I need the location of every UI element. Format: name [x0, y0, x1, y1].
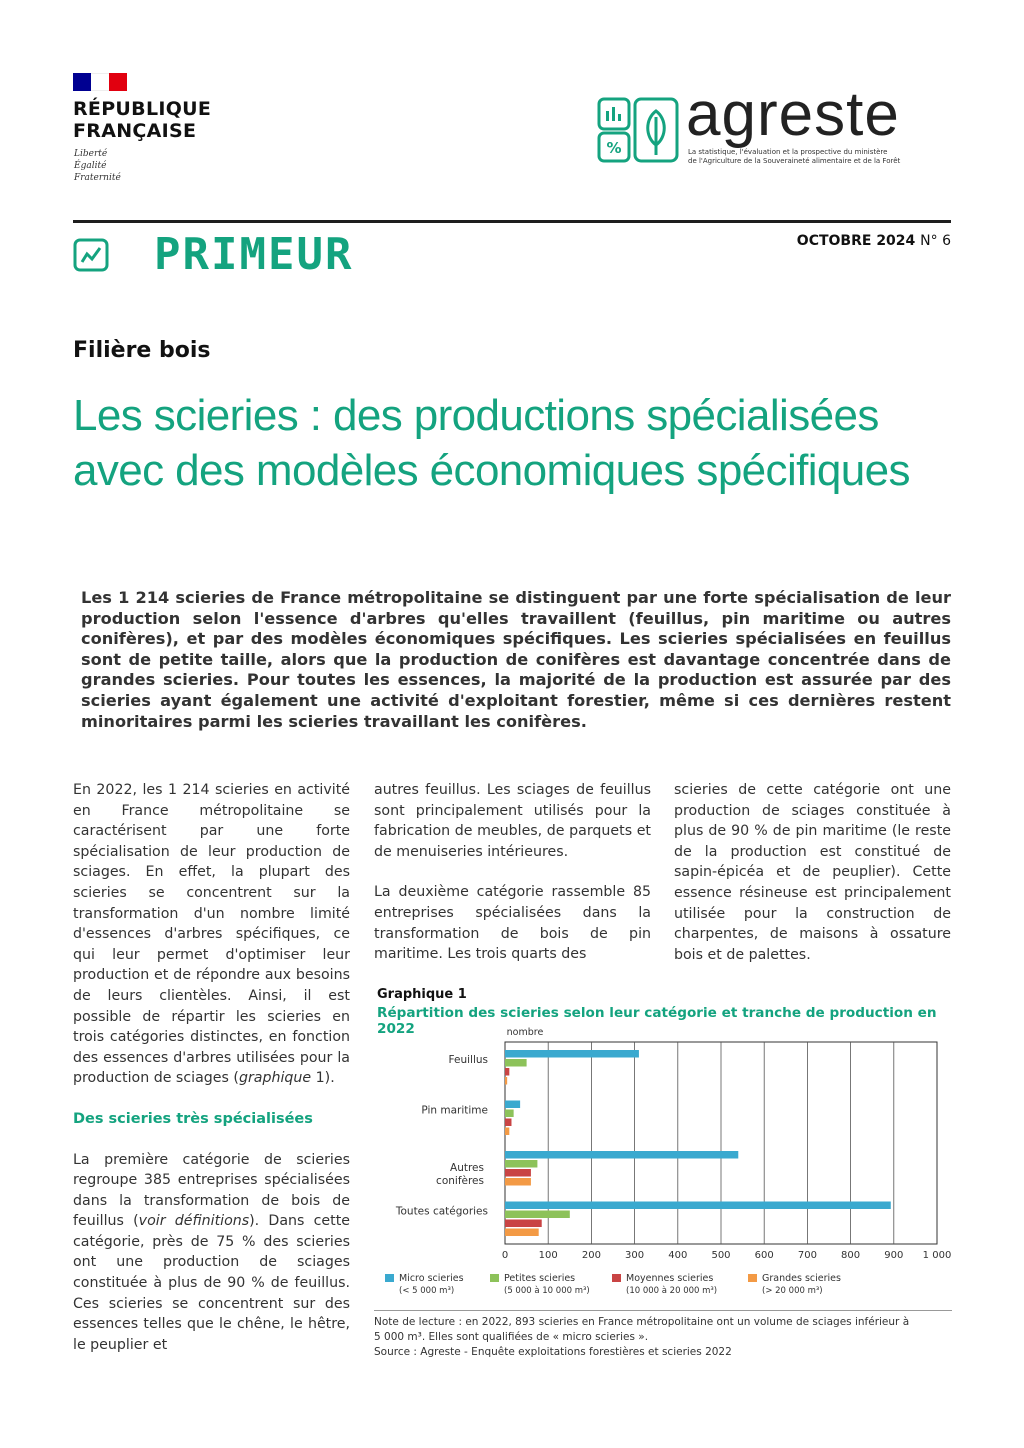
category-label: Pin maritime [421, 1104, 488, 1117]
bar [505, 1178, 531, 1186]
x-tick-label: 400 [668, 1250, 688, 1261]
col2-paragraph-1: autres feuillus. Les sciages de feuillus sont principalement utilisés pour la fabrication de meubles, de parquets et de menuiseries intérieures. [374, 782, 651, 860]
legend-swatch [612, 1274, 621, 1282]
agreste-subtitle-line1: La statistique, l'évaluation et la prospective du ministère [688, 148, 888, 156]
flag-red [109, 73, 127, 91]
col1-p1-text: En 2022, les 1 214 scieries en activité en France métropolitaine se caractérisent par une forte spécialisation de leur production de sciages. En effet, la plupart des scieries se concentrent sur la transformation d'un nombre limité d'essences d'arbres spécifiques, ce qui leur permet d'optimiser leur production et de répondre aux besoins de leurs clientèles. Ainsi, il est possible de répartir les scieries en trois catégories distinctes, en fonction des essences d'arbres utilisées pour la production de sciages ( [73, 782, 350, 1087]
column-2 [374, 780, 651, 985]
bar [505, 1050, 639, 1058]
republic-motto [74, 148, 121, 184]
category-label: Toutes catégories [395, 1205, 488, 1218]
col1-p2-text: La première catégorie de scieries regroupe 385 entreprises spécialisées dans la transformation de bois de feuillus ( [73, 1151, 350, 1230]
bar [505, 1202, 891, 1210]
note-line2: 5 000 m³. Elles sont qualifiées de « micro scieries ». [374, 1331, 649, 1343]
bar [505, 1077, 507, 1085]
legend-label: Moyennes scieries [626, 1273, 714, 1284]
series-title: PRIMEUR [154, 229, 354, 280]
x-tick-label: 900 [884, 1250, 904, 1261]
legend-sublabel: (5 000 à 10 000 m³) [504, 1286, 590, 1296]
legend-label: Grandes scieries [762, 1273, 841, 1284]
section-label: Filière bois [73, 338, 211, 363]
col1-paragraph-1 [73, 780, 350, 1089]
agreste-brand: agreste [686, 80, 900, 149]
republic-line2: FRANÇAISE [73, 120, 197, 142]
motto-egalite: Égalité [74, 161, 107, 171]
primeur-chart-icon [73, 238, 109, 272]
republique-francaise-title [73, 98, 211, 142]
category-label: Feuillus [448, 1054, 488, 1066]
legend-sublabel: (10 000 à 20 000 m³) [626, 1286, 718, 1296]
col3-paragraph-1: scieries de cette catégorie ont une production de sciages constituée à plus de 90 % de pin maritime (le reste de la production est constitué de sapin-épicéa et de peuplier). Cette essence résineuse est principalement utilisée pour la construction de charpentes, de maisons à ossature bois et de palettes. [674, 782, 951, 963]
header-rule [73, 220, 951, 223]
agreste-subtitle [688, 148, 958, 166]
definitions-ref: voir définitions [138, 1213, 250, 1230]
category-label: conifères [436, 1175, 484, 1187]
bar [505, 1211, 570, 1219]
x-tick-label: 1 000 [922, 1250, 952, 1261]
x-tick-label: 0 [501, 1250, 509, 1261]
article-lead: Les 1 214 scieries de France métropolitaine se distinguent par une forte spécialisation de leur production selon l'essence d'arbres qu'elles travaillent (feuillus, pin maritime ou autres conifères), et par des modèles économiques spécifiques. Les scieries spécialisées en feuillus sont de petite taille, alors que la production de conifères est davantage concentrée dans de grandes scieries. Pour toutes les essences, la majorité de la production est assurée par des scieries ayant également une activité d'exploitant forestier, même si ces dernières restent minoritaires parmi les scieries travaillant les conifères. [81, 588, 951, 731]
note-line1: Note de lecture : en 2022, 893 scieries en France métropolitaine ont un volume de sciages inférieur à [374, 1316, 910, 1328]
motto-fraternite: Fraternité [74, 173, 121, 183]
bar [505, 1110, 514, 1118]
bar [505, 1101, 520, 1109]
category-label: Autres [450, 1162, 484, 1174]
republic-line1: RÉPUBLIQUE [73, 98, 212, 120]
bar [505, 1169, 531, 1177]
column-3 [674, 780, 951, 985]
legend-label: Petites scieries [504, 1273, 576, 1284]
issue-info [700, 232, 951, 250]
x-tick-label: 200 [581, 1250, 601, 1261]
motto-liberte: Liberté [74, 149, 108, 159]
x-tick-label: 500 [711, 1250, 731, 1261]
agreste-logo-icon [597, 97, 681, 163]
bar [505, 1128, 509, 1136]
x-tick-label: 800 [841, 1250, 861, 1261]
subheading: Des scieries très spécialisées [73, 1110, 313, 1127]
flag-white [91, 73, 109, 91]
flag-blue [73, 73, 91, 91]
figure-note [374, 1310, 952, 1360]
bar [505, 1220, 542, 1228]
legend-sublabel: (> 20 000 m³) [762, 1286, 823, 1296]
figure-title: Répartition des scieries selon leur catégorie et tranche de production en 2022 [377, 1005, 937, 1037]
graphique-ref: graphique [238, 1070, 312, 1087]
legend-sublabel: (< 5 000 m³) [399, 1286, 455, 1296]
x-tick-label: 600 [754, 1250, 774, 1261]
col1-p2-end: ). Dans cette catégorie, près de 75 % des scieries ont une production de sciages constituée à plus de 90 % de feuillus. Ces scieries se concentrent sur des essences telles que le chêne, le hêtre, le peuplier et [73, 1213, 350, 1353]
x-tick-label: 100 [538, 1250, 558, 1261]
bar [505, 1151, 738, 1159]
svg-text:%: % [606, 139, 622, 157]
bar [505, 1160, 537, 1168]
column-1 [73, 780, 350, 1375]
bar [505, 1229, 539, 1237]
col1-p1-end: 1). [311, 1070, 335, 1087]
x-tick-label: 700 [797, 1250, 817, 1261]
bar [505, 1059, 527, 1067]
legend-label: Micro scieries [399, 1273, 464, 1284]
article-title: Les scieries : des productions spécialisées avec des modèles économiques spécifiques [73, 391, 910, 495]
bar [505, 1119, 511, 1127]
legend-swatch [748, 1274, 757, 1282]
note-source: Source : Agreste - Enquête exploitations forestières et scieries 2022 [374, 1346, 732, 1358]
bar [505, 1068, 509, 1076]
x-axis-unit: nombre [506, 1027, 544, 1038]
col2-paragraph-2: La deuxième catégorie rassemble 85 entreprises spécialisées dans la transformation de bois de pin maritime. Les trois quarts des [374, 884, 651, 963]
agreste-subtitle-line2: de l'Agriculture de la Souveraineté alimentaire et de la Forêt [688, 157, 901, 165]
issue-date: OCTOBRE 2024 [796, 233, 916, 249]
legend-swatch [385, 1274, 394, 1282]
x-tick-label: 300 [625, 1250, 645, 1261]
french-flag-logo [73, 73, 127, 91]
figure-label: Graphique 1 [377, 987, 467, 1002]
issue-number: N° 6 [920, 233, 951, 249]
legend-swatch [490, 1274, 499, 1282]
col1-paragraph-2 [73, 1150, 350, 1356]
bar-chart [370, 1022, 970, 1304]
